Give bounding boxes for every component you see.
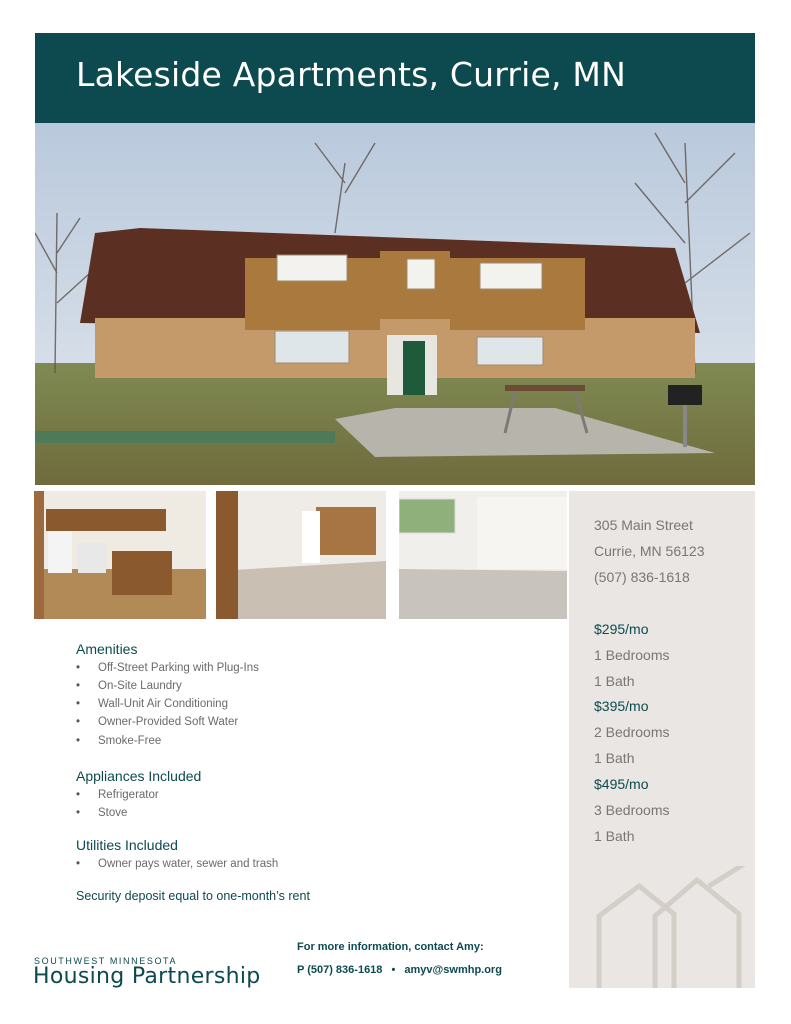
security-deposit-note: Security deposit equal to one-month’s rent: [76, 889, 310, 903]
logo-subtitle: SOUTHWEST MINNESOTA: [34, 956, 178, 966]
unit-bedrooms: 2 Bedrooms: [594, 724, 670, 740]
unit-bath: 1 Bath: [594, 673, 635, 689]
contact-phone: P (507) 836-1618: [297, 964, 383, 976]
contact-details: [297, 964, 502, 976]
list-item: • Owner pays water, sewer and trash: [76, 858, 279, 870]
utilities-heading: Utilities Included: [76, 837, 178, 853]
title-banner: [35, 33, 755, 123]
details-sidebar: [569, 491, 755, 988]
building-photo: [35, 123, 755, 485]
list-item: • Wall-Unit Air Conditioning: [76, 698, 228, 710]
unit-price: $495/mo: [594, 776, 649, 792]
phone-number: (507) 836-1618: [594, 569, 690, 585]
list-item: • Stove: [76, 807, 128, 819]
amenities-heading: Amenities: [76, 641, 138, 657]
kitchen-photo: [34, 491, 206, 619]
unit-bedrooms: 1 Bedrooms: [594, 647, 670, 663]
list-item: • Refrigerator: [76, 789, 159, 801]
unit-price: $295/mo: [594, 621, 649, 637]
unit-price: $395/mo: [594, 698, 649, 714]
bedroom-photo: [399, 491, 567, 619]
list-item: • On-Site Laundry: [76, 680, 182, 692]
list-item: • Owner-Provided Soft Water: [76, 716, 239, 728]
contact-email-link[interactable]: amyv@swmhp.org: [404, 964, 502, 976]
logo-title: Housing Partnership: [33, 964, 261, 989]
unit-bath: 1 Bath: [594, 828, 635, 844]
separator-dot: •: [391, 964, 396, 976]
page-title: Lakeside Apartments, Currie, MN: [76, 55, 626, 94]
address-line-1: 305 Main Street: [594, 517, 693, 533]
house-outline-graphic: [589, 866, 755, 988]
appliances-heading: Appliances Included: [76, 768, 202, 784]
unit-bath: 1 Bath: [594, 750, 635, 766]
contact-heading: For more information, contact Amy:: [297, 941, 484, 953]
list-item: • Off-Street Parking with Plug-Ins: [76, 662, 259, 674]
unit-bedrooms: 3 Bedrooms: [594, 802, 670, 818]
living-room-photo: [216, 491, 386, 619]
list-item: • Smoke-Free: [76, 735, 162, 747]
address-line-2: Currie, MN 56123: [594, 543, 705, 559]
